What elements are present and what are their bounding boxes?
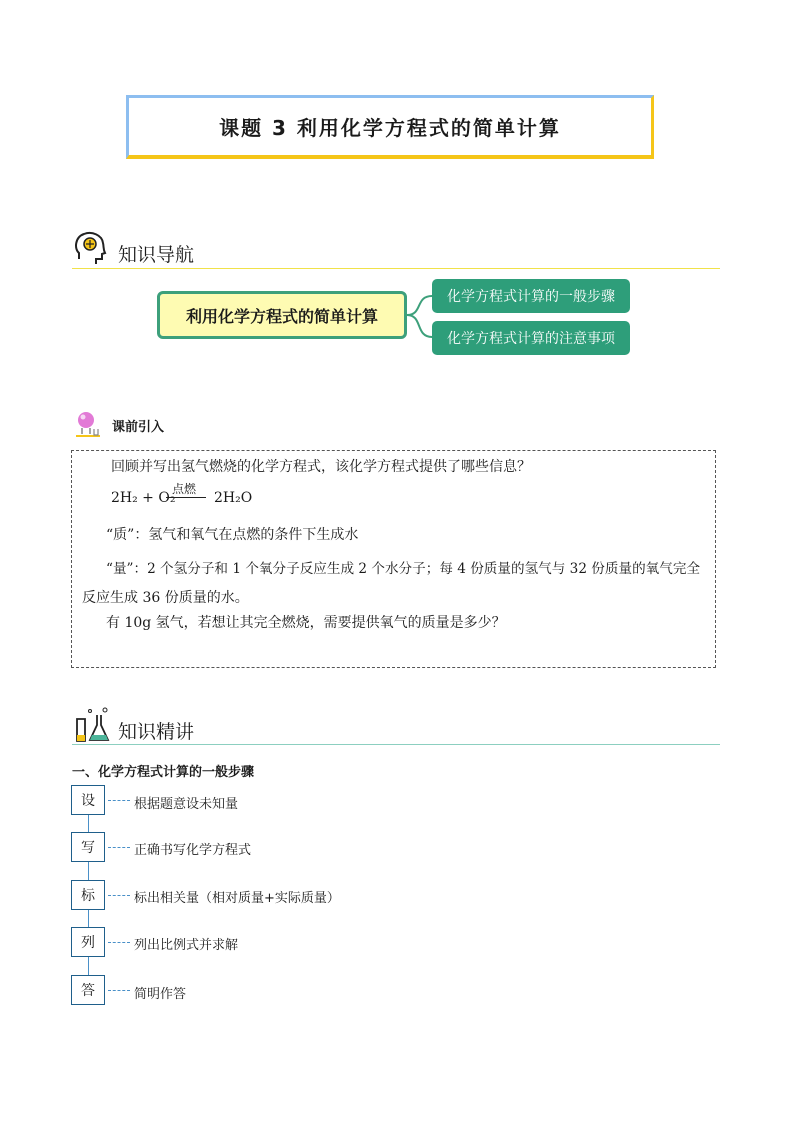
step-dash	[108, 895, 130, 896]
step-text-write: 正确书写化学方程式	[134, 843, 252, 858]
step-text-list: 列出比例式并求解	[134, 938, 239, 953]
nav-divider	[72, 268, 720, 269]
intro-liang-2: 反应生成 36 份质量的水。	[82, 590, 249, 606]
step-dash	[108, 942, 130, 943]
intro-question: 回顾并写出氢气燃烧的化学方程式，该化学方程式提供了哪些信息？	[111, 459, 531, 475]
lecture-subheading: 一、化学方程式计算的一般步骤	[72, 765, 255, 780]
lecture-heading: 知识精讲	[118, 721, 195, 743]
step-text-set: 根据题意设未知量	[134, 797, 239, 812]
step-box-mark: 标	[71, 880, 105, 910]
flask-icon	[73, 409, 103, 439]
brain-icon	[72, 229, 110, 267]
equation-left: 2H₂ + O₂	[111, 490, 176, 506]
step-text-answer: 简明作答	[134, 987, 187, 1002]
step-text-mark: 标出相关量（相对质量+实际质量）	[134, 891, 340, 906]
intro-liang-1: “量”：2 个氢分子和 1 个氧分子反应生成 2 个水分子；每 4 份质量的氢气与 32 份质量的氧气完全	[106, 561, 701, 577]
mindmap-branch-notes: 化学方程式计算的注意事项	[432, 321, 630, 355]
reaction-condition: 点燃	[172, 482, 197, 496]
step-box-write: 写	[71, 832, 105, 862]
step-dash	[108, 800, 130, 801]
step-dash	[108, 990, 130, 991]
mindmap-center-node: 利用化学方程式的简单计算	[157, 291, 407, 339]
reaction-arrow-line	[166, 497, 206, 498]
nav-heading: 知识导航	[118, 244, 195, 266]
page-title: 课题 3 利用化学方程式的简单计算	[219, 116, 561, 140]
step-dash	[108, 847, 130, 848]
chemistry-flask-icon	[72, 705, 112, 745]
equation-right: 2H₂O	[214, 490, 253, 506]
step-box-set: 设	[71, 785, 105, 815]
step-box-answer: 答	[71, 975, 105, 1005]
step-box-list: 列	[71, 927, 105, 957]
intro-zhi: “质”：氢气和氧气在点燃的条件下生成水	[106, 527, 359, 543]
intro-problem: 有 10g 氢气，若想让其完全燃烧，需要提供氧气的质量是多少？	[106, 615, 506, 631]
intro-heading: 课前引入	[112, 420, 165, 435]
lecture-divider	[72, 744, 720, 745]
title-box	[126, 95, 654, 159]
mindmap-branch-steps: 化学方程式计算的一般步骤	[432, 279, 630, 313]
